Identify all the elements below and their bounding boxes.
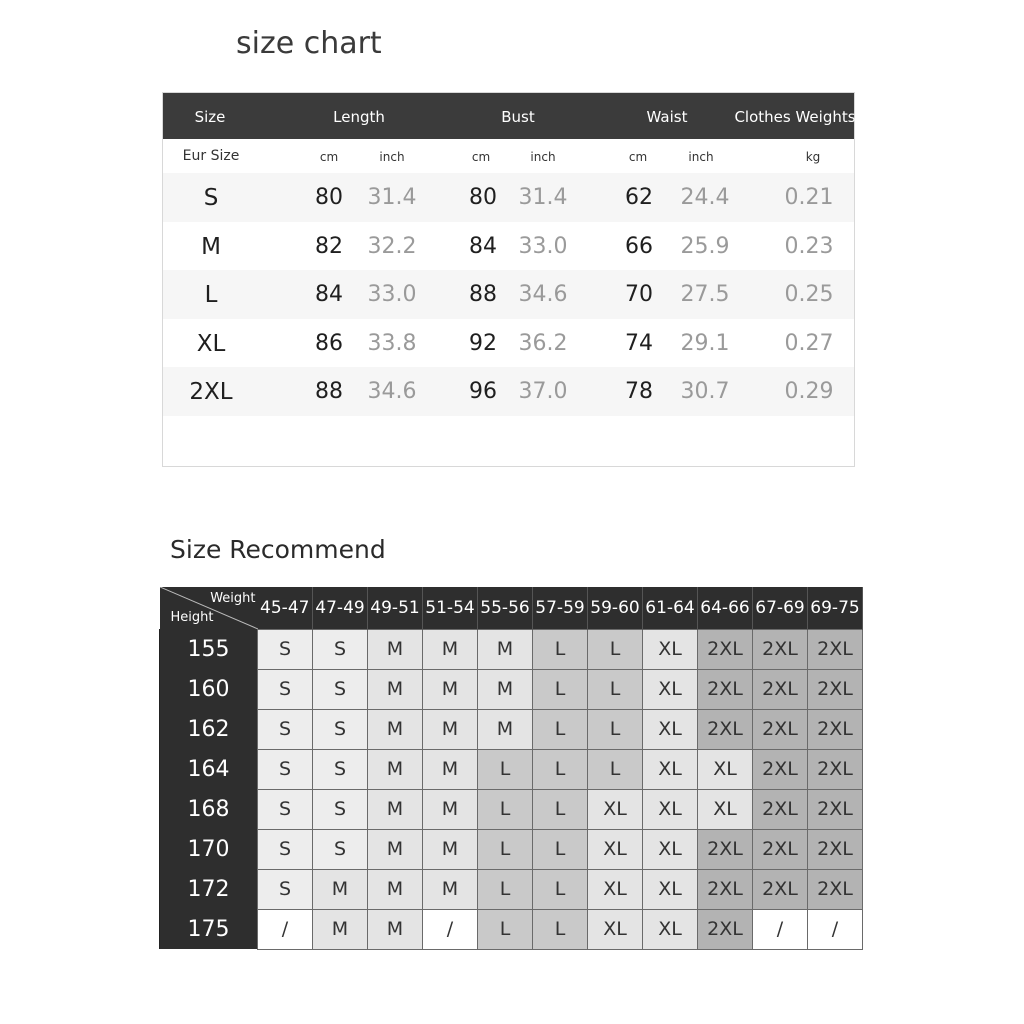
cell-length-cm: 80	[315, 185, 343, 210]
cell-bust-cm: 88	[469, 282, 497, 307]
size-cell: 2XL	[753, 789, 808, 829]
size-cell: XL	[698, 789, 753, 829]
cell-size: M	[201, 233, 221, 260]
size-cell: XL	[643, 629, 698, 669]
size-cell: XL	[588, 789, 643, 829]
subheader-bust-inch: inch	[530, 150, 556, 164]
cell-length-in: 33.0	[367, 282, 417, 307]
cell-waist-in: 27.5	[680, 282, 730, 307]
size-cell: /	[258, 909, 313, 949]
size-cell: 2XL	[808, 709, 863, 749]
cell-length-cm: 84	[315, 282, 343, 307]
header-size: Size	[194, 108, 226, 126]
header-clothes-weights: Clothes Weights	[734, 108, 856, 126]
size-cell: XL	[643, 709, 698, 749]
size-cell: S	[313, 709, 368, 749]
height-cell: 175	[160, 909, 258, 949]
recommend-row	[160, 869, 863, 909]
cell-waist-cm: 62	[625, 185, 653, 210]
cell-bust-cm: 96	[469, 379, 497, 404]
size-cell: 2XL	[808, 749, 863, 789]
cell-waist-cm: 70	[625, 282, 653, 307]
size-chart-subheader	[163, 139, 854, 173]
recommend-row	[160, 789, 863, 829]
recommend-row	[160, 829, 863, 869]
cell-bust-in: 36.2	[518, 330, 568, 356]
size-cell: M	[368, 909, 423, 949]
size-cell: S	[258, 789, 313, 829]
header-length: Length	[333, 108, 385, 126]
recommend-row	[160, 749, 863, 789]
subheader-waist-inch: inch	[688, 150, 714, 164]
cell-size: S	[203, 185, 219, 211]
cell-bust-in: 31.4	[518, 185, 568, 210]
size-cell: 2XL	[753, 669, 808, 709]
size-cell: 2XL	[808, 629, 863, 669]
size-cell: L	[588, 629, 643, 669]
cell-size: 2XL	[189, 379, 233, 405]
size-cell: S	[258, 829, 313, 869]
size-cell: M	[368, 669, 423, 709]
size-cell: M	[423, 789, 478, 829]
size-cell: L	[588, 669, 643, 709]
corner-height-label: Height	[170, 610, 214, 625]
size-cell: XL	[643, 669, 698, 709]
size-cell: 2XL	[808, 789, 863, 829]
size-cell: M	[368, 749, 423, 789]
size-cell: XL	[643, 829, 698, 869]
size-cell: XL	[643, 749, 698, 789]
size-cell: L	[533, 829, 588, 869]
weight-header: 55-56	[478, 587, 533, 629]
size-chart-row	[163, 270, 854, 319]
size-cell: 2XL	[698, 709, 753, 749]
cell-bust-in: 37.0	[518, 379, 568, 404]
cell-length-cm: 86	[315, 330, 343, 356]
height-cell: 170	[160, 829, 258, 869]
weight-header: 47-49	[313, 587, 368, 629]
size-cell: S	[313, 629, 368, 669]
height-cell: 168	[160, 789, 258, 829]
size-cell: 2XL	[698, 869, 753, 909]
cell-weight-kg: 0.29	[784, 379, 834, 404]
size-cell: 2XL	[698, 629, 753, 669]
size-cell: 2XL	[698, 829, 753, 869]
size-cell: 2XL	[698, 909, 753, 949]
cell-size: XL	[196, 330, 226, 357]
recommend-row	[160, 709, 863, 749]
size-chart-table	[162, 92, 855, 467]
size-cell: L	[533, 709, 588, 749]
cell-length-in: 33.8	[367, 330, 417, 356]
size-cell: M	[423, 749, 478, 789]
cell-length-in: 31.4	[367, 185, 417, 210]
size-cell: XL	[643, 909, 698, 949]
size-cell: L	[533, 749, 588, 789]
size-cell: L	[478, 749, 533, 789]
size-cell: S	[258, 869, 313, 909]
size-cell: XL	[643, 869, 698, 909]
size-chart-header	[163, 93, 854, 139]
cell-waist-cm: 74	[625, 330, 653, 356]
size-cell: 2XL	[808, 869, 863, 909]
size-cell: M	[313, 909, 368, 949]
cell-length-cm: 88	[315, 379, 343, 404]
size-cell: L	[478, 909, 533, 949]
cell-length-in: 34.6	[367, 379, 417, 404]
size-cell: /	[753, 909, 808, 949]
size-chart-row	[163, 173, 854, 222]
cell-bust-in: 34.6	[518, 282, 568, 307]
cell-bust-cm: 80	[469, 185, 497, 210]
header-bust: Bust	[501, 108, 535, 126]
subheader-length-cm: cm	[319, 150, 339, 164]
subheader-eur-size: Eur Size	[182, 148, 240, 164]
height-cell: 160	[160, 669, 258, 709]
weight-header: 57-59	[533, 587, 588, 629]
cell-waist-in: 25.9	[680, 233, 730, 259]
size-cell: L	[478, 869, 533, 909]
cell-weight-kg: 0.23	[784, 233, 834, 259]
size-cell: L	[533, 869, 588, 909]
size-recommend-title: Size Recommend	[170, 535, 386, 564]
cell-waist-in: 30.7	[680, 379, 730, 404]
size-cell: XL	[588, 869, 643, 909]
size-cell: L	[588, 709, 643, 749]
subheader-waist-cm: cm	[628, 150, 648, 164]
cell-weight-kg: 0.25	[784, 282, 834, 307]
height-cell: 172	[160, 869, 258, 909]
size-cell: L	[588, 749, 643, 789]
size-cell: M	[368, 629, 423, 669]
cell-length-in: 32.2	[367, 233, 417, 259]
size-cell: 2XL	[753, 749, 808, 789]
size-cell: L	[533, 789, 588, 829]
recommend-row	[160, 629, 863, 669]
cell-bust-in: 33.0	[518, 233, 568, 259]
size-cell: L	[478, 829, 533, 869]
size-cell: L	[533, 629, 588, 669]
size-chart-row	[163, 222, 854, 271]
size-cell: S	[258, 709, 313, 749]
size-recommend-table	[159, 587, 863, 950]
cell-bust-cm: 92	[469, 330, 497, 356]
size-cell: XL	[588, 909, 643, 949]
cell-waist-cm: 78	[625, 379, 653, 404]
corner-weight-label: Weight	[210, 591, 256, 606]
size-cell: /	[423, 909, 478, 949]
weight-header: 64-66	[698, 587, 753, 629]
size-cell: /	[808, 909, 863, 949]
size-cell: L	[478, 789, 533, 829]
size-cell: M	[368, 829, 423, 869]
size-cell: M	[368, 789, 423, 829]
size-cell: M	[423, 709, 478, 749]
weight-header: 67-69	[753, 587, 808, 629]
subheader-bust-cm: cm	[471, 150, 491, 164]
size-cell: M	[423, 669, 478, 709]
size-cell: S	[258, 749, 313, 789]
size-cell: 2XL	[753, 869, 808, 909]
size-cell: M	[478, 709, 533, 749]
size-cell: M	[423, 829, 478, 869]
size-cell: 2XL	[753, 629, 808, 669]
size-cell: S	[258, 629, 313, 669]
cell-waist-in: 29.1	[680, 330, 730, 356]
weight-header: 49-51	[368, 587, 423, 629]
size-cell: S	[313, 829, 368, 869]
size-cell: M	[368, 869, 423, 909]
size-cell: 2XL	[753, 829, 808, 869]
size-cell: XL	[698, 749, 753, 789]
size-cell: M	[478, 669, 533, 709]
size-cell: M	[313, 869, 368, 909]
size-cell: 2XL	[698, 669, 753, 709]
size-cell: M	[478, 629, 533, 669]
weight-header: 69-75	[808, 587, 863, 629]
size-cell: 2XL	[808, 829, 863, 869]
weight-header: 61-64	[643, 587, 698, 629]
weight-header: 45-47	[258, 587, 313, 629]
cell-length-cm: 82	[315, 233, 343, 259]
size-cell: XL	[588, 829, 643, 869]
cell-size: L	[204, 282, 218, 308]
cell-waist-cm: 66	[625, 233, 653, 259]
subheader-kg: kg	[805, 150, 821, 164]
size-cell: L	[533, 669, 588, 709]
size-cell: S	[313, 789, 368, 829]
height-cell: 162	[160, 709, 258, 749]
cell-waist-in: 24.4	[680, 185, 730, 210]
size-chart-title: size chart	[236, 26, 382, 61]
size-cell: M	[423, 629, 478, 669]
weight-header: 51-54	[423, 587, 478, 629]
size-cell: S	[313, 749, 368, 789]
header-waist: Waist	[646, 108, 688, 126]
size-cell: M	[423, 869, 478, 909]
height-cell: 164	[160, 749, 258, 789]
size-chart-row	[163, 367, 854, 416]
recommend-row	[160, 909, 863, 949]
height-cell: 155	[160, 629, 258, 669]
size-cell: 2XL	[808, 669, 863, 709]
weight-header: 59-60	[588, 587, 643, 629]
size-cell: S	[258, 669, 313, 709]
cell-weight-kg: 0.21	[784, 185, 834, 210]
size-cell: XL	[643, 789, 698, 829]
size-cell: S	[313, 669, 368, 709]
size-cell: L	[533, 909, 588, 949]
recommend-row	[160, 669, 863, 709]
size-chart-row	[163, 319, 854, 368]
cell-bust-cm: 84	[469, 233, 497, 259]
subheader-length-inch: inch	[379, 150, 405, 164]
cell-weight-kg: 0.27	[784, 330, 834, 356]
size-cell: M	[368, 709, 423, 749]
corner-cell	[160, 587, 258, 629]
size-cell: 2XL	[753, 709, 808, 749]
